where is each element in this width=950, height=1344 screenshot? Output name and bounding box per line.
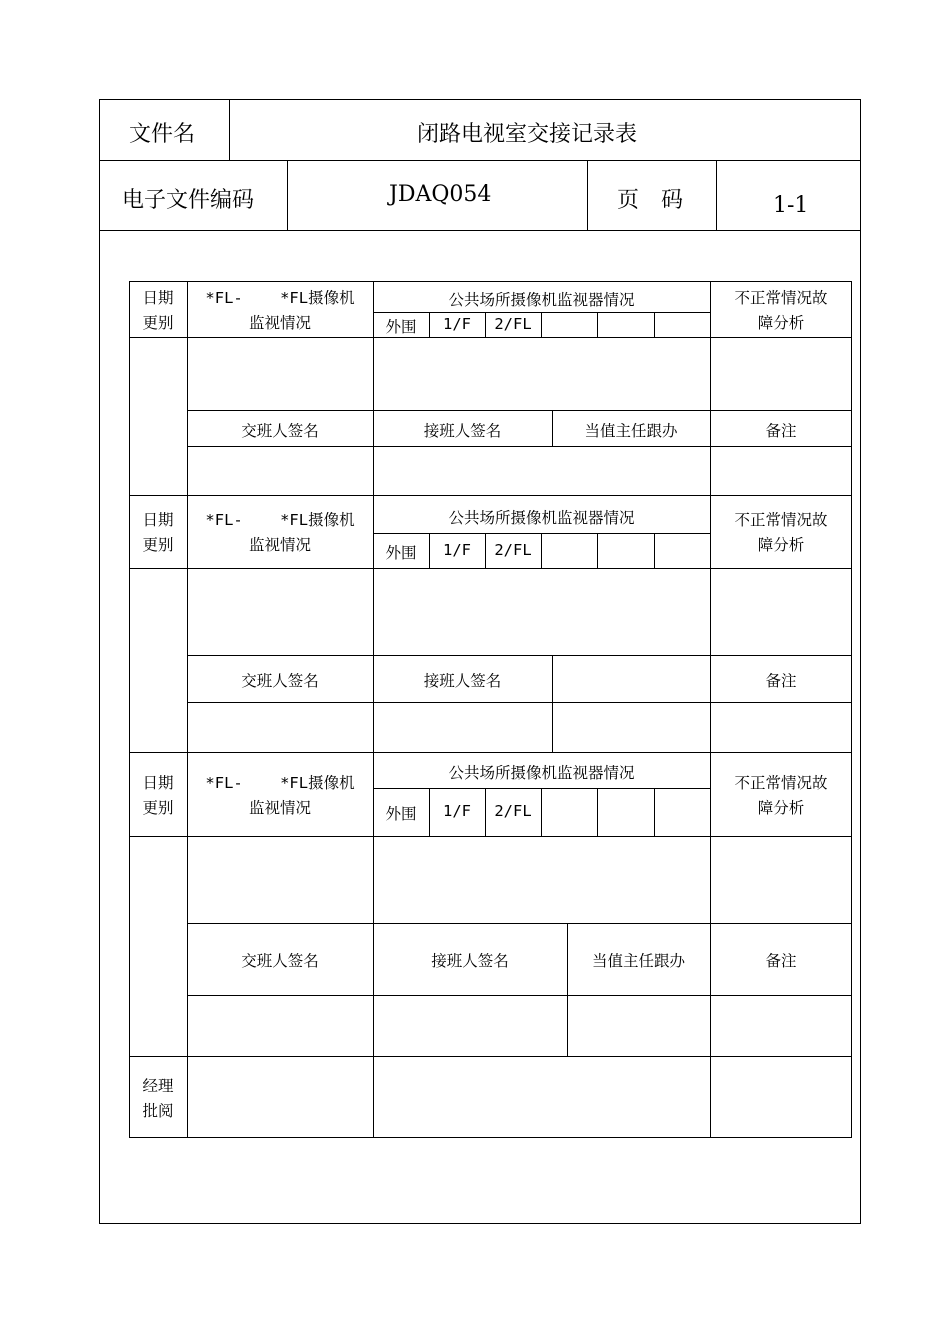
doc-code-value: JDAQ054 xyxy=(389,182,492,207)
file-name-label: 文件名 xyxy=(129,122,196,147)
date-shift-label: 日期 更别 xyxy=(142,289,174,332)
remark-label: 备注 xyxy=(765,422,797,440)
date-shift-label: 日期 更别 xyxy=(142,774,174,817)
handover-signature-label: 交班人签名 xyxy=(241,952,319,970)
doc-code-label: 电子文件编码 xyxy=(122,188,255,213)
public-camera-label: 公共场所摄像机监视器情况 xyxy=(448,764,635,782)
sub-col-1f: 1/F xyxy=(443,541,471,559)
takeover-signature-label: 接班人签名 xyxy=(431,952,509,970)
form-title: 闭路电视室交接记录表 xyxy=(417,122,638,147)
page-value: 1-1 xyxy=(773,193,809,218)
duty-supervisor-label: 当值主任跟办 xyxy=(591,952,685,970)
fl-monitor-label: *FL- *FL摄像机 监视情况 xyxy=(205,289,355,332)
sub-col-2fl: 2/FL xyxy=(494,315,532,333)
remark-label: 备注 xyxy=(765,672,797,690)
sub-col-2fl: 2/FL xyxy=(494,541,532,559)
fl-monitor-label: *FL- *FL摄像机 监视情况 xyxy=(205,774,355,817)
duty-supervisor-label: 当值主任跟办 xyxy=(584,422,678,440)
sub-col-perimeter: 外围 xyxy=(385,318,417,336)
date-shift-label: 日期 更别 xyxy=(142,511,174,554)
public-camera-label: 公共场所摄像机监视器情况 xyxy=(448,509,635,527)
sub-col-perimeter: 外围 xyxy=(385,805,417,823)
remark-label: 备注 xyxy=(765,952,797,970)
page-label: 页 码 xyxy=(617,188,684,213)
handover-signature-label: 交班人签名 xyxy=(241,422,319,440)
sub-col-perimeter: 外围 xyxy=(385,544,417,562)
manager-review-label: 经理 批阅 xyxy=(142,1077,174,1120)
takeover-signature-label: 接班人签名 xyxy=(423,672,502,690)
sub-col-1f: 1/F xyxy=(443,802,471,820)
public-camera-label: 公共场所摄像机监视器情况 xyxy=(448,291,635,309)
fl-monitor-label: *FL- *FL摄像机 监视情况 xyxy=(205,511,355,554)
abnormal-analysis-label: 不正常情况故 障分析 xyxy=(734,511,828,554)
abnormal-analysis-label: 不正常情况故 障分析 xyxy=(734,289,828,332)
abnormal-analysis-label: 不正常情况故 障分析 xyxy=(734,774,828,817)
sub-col-1f: 1/F xyxy=(443,315,471,333)
sub-col-2fl: 2/FL xyxy=(494,802,532,820)
takeover-signature-label: 接班人签名 xyxy=(423,422,502,440)
handover-signature-label: 交班人签名 xyxy=(241,672,319,690)
